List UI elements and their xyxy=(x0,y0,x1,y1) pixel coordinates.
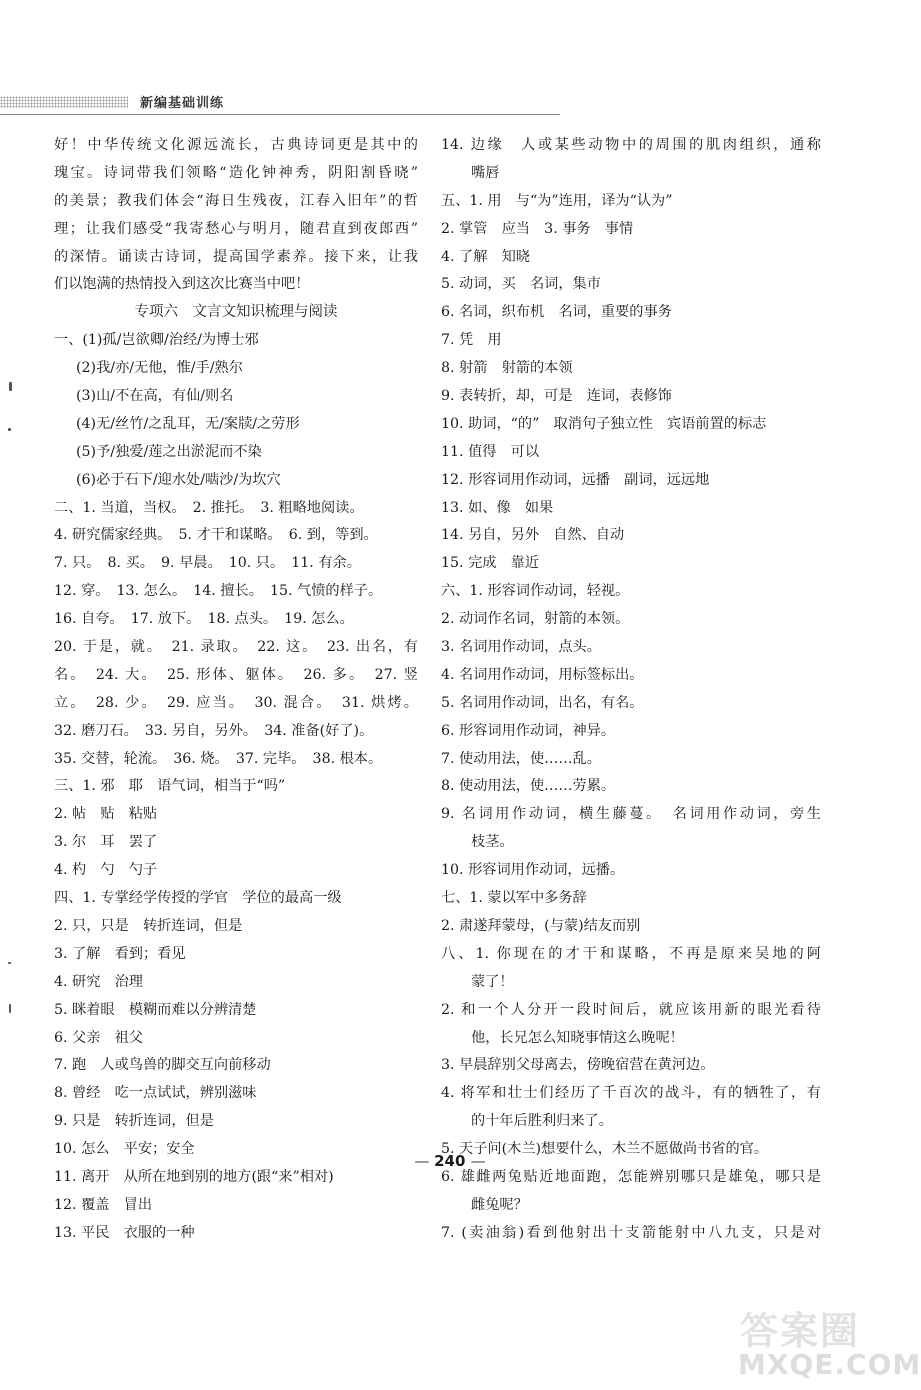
page-header xyxy=(0,86,900,122)
watermark-url: MXQE.COM xyxy=(738,1348,921,1381)
answer-line: 15. 完成 靠近 xyxy=(441,555,540,572)
answer-line: 13. 如、像 如果 xyxy=(441,499,554,516)
watermark-logo: 答案圈 xyxy=(740,1309,861,1353)
answer-line: 12. 穿。 13. 怎么。 14. 擅长。 15. 气愤的样子。 xyxy=(54,583,383,600)
answer-line: 2. 和一个人分开一段时间后，就应该用新的眼光看待 xyxy=(441,1001,821,1018)
section-title: 专项六 文言文知识梳理与阅读 xyxy=(134,304,338,321)
answer-line: 八、1. 你现在的才干和谋略，不再是原来吴地的阿 xyxy=(441,945,821,962)
answer-line: 6. 雄雌两兔贴近地面跑，怎能辨别哪只是雄兔，哪只是 xyxy=(441,1168,821,1185)
answer-line: 4. 研究儒家经典。 5. 才干和谋略。 6. 到，等到。 xyxy=(54,527,378,544)
answer-line: 2. 帖 贴 粘贴 xyxy=(54,806,158,823)
answer-line: 14. 另自，另外 自然、自动 xyxy=(441,527,625,544)
answer-line: (3)山/不在高，有仙/则名 xyxy=(76,388,234,405)
answer-line: 7. 凭 用 xyxy=(441,332,502,349)
answer-line: 雌兔呢？ xyxy=(471,1196,528,1213)
answer-line: 五、1. 用 与“为”连用，译为“认为” xyxy=(441,192,673,209)
answer-line: 8. 曾经 吃一点试试，辨别滋味 xyxy=(54,1085,257,1102)
answer-line: 名。 24. 大。 25. 形体、躯体。 26. 多。 27. 竖 xyxy=(54,666,418,683)
answer-line: 七、1. 蒙以军中多务辞 xyxy=(441,890,587,907)
answer-line: 六、1. 形容词作动词，轻视。 xyxy=(441,583,630,600)
answer-line: 6. 形容词用作动词，神异。 xyxy=(441,722,616,739)
answer-line: 16. 自夸。 17. 放下。 18. 点头。 19. 怎么。 xyxy=(54,611,354,628)
answer-line: 4. 杓 勺 勺子 xyxy=(54,862,158,879)
answer-line: 3. 名词用作动词，点头。 xyxy=(441,639,601,656)
answer-line: 一、(1)孤/岂欲卿/治经/为博士邪 xyxy=(54,332,259,349)
scan-speck xyxy=(9,1004,11,1013)
answer-line: 12. 覆盖 冒出 xyxy=(54,1196,153,1213)
answer-line: 6. 父亲 祖父 xyxy=(54,1029,143,1046)
text-line: 的深情。诵读古诗词，提高国学素养。接下来，让我 xyxy=(54,248,418,265)
text-line: 的美景；教我们体会“海日生残夜，江春入旧年”的哲 xyxy=(54,192,418,209)
answer-line: 6. 名词，织布机 名词，重要的事务 xyxy=(441,304,672,321)
answer-line: 2. 肃遂拜蒙母，(与蒙)结友而别 xyxy=(441,917,641,934)
answer-line: 9. 表转折，却，可是 连词，表修饰 xyxy=(441,388,672,405)
answer-line: (2)我/亦/无他，惟/手/熟尔 xyxy=(76,360,243,377)
answer-line: 9. 只是 转折连词，但是 xyxy=(54,1113,214,1130)
page-number-value: 240 xyxy=(434,1152,466,1170)
answer-line: 三、1. 邪 耶 语气词，相当于“吗” xyxy=(54,778,286,795)
page-number-dash: — xyxy=(470,1152,486,1170)
text-line: 瑰宝。诗词带我们领略“造化钟神秀，阴阳割昏晓” xyxy=(54,164,418,181)
answer-line: 5. 名词用作动词，出名，有名。 xyxy=(441,694,644,711)
answer-line: 3. 了解 看到；看见 xyxy=(54,945,186,962)
answer-line: 10. 形容词用作动词，远播。 xyxy=(441,862,625,879)
answer-line: 20. 于是，就。 21. 录取。 22. 这。 23. 出名，有 xyxy=(54,639,418,656)
header-title: 新编基础训练 xyxy=(140,96,225,111)
scan-speck xyxy=(8,428,11,431)
watermark xyxy=(730,1300,921,1385)
answer-line: 11. 值得 可以 xyxy=(441,443,540,460)
answer-line: 9. 名词用作动词，横生藤蔓。 名词用作动词，旁生 xyxy=(441,806,821,823)
header-rule xyxy=(0,114,560,115)
answer-line: 7. 使动用法，使……乱。 xyxy=(441,750,601,767)
answer-line: 4. 将军和壮士们经历了千百次的战斗，有的牺牲了，有 xyxy=(441,1085,821,1102)
answer-line: 7. (卖油翁)看到他射出十支箭能射中八九支，只是对 xyxy=(441,1224,821,1241)
answer-line: 2. 掌管 应当 3. 事务 事情 xyxy=(441,220,634,237)
answer-line: 7. 只。 8. 买。 9. 早晨。 10. 只。 11. 有余。 xyxy=(54,555,361,572)
answer-line: 10. 助词，“的” 取消句子独立性 宾语前置的标志 xyxy=(441,415,767,432)
answer-line: 立。 28. 少。 29. 应当。 30. 混合。 31. 烘烤。 xyxy=(54,694,418,711)
answer-line: (6)必于石下/迎水处/啮沙/为坎穴 xyxy=(76,471,281,488)
answer-line: 35. 交替，轮流。 36. 烧。 37. 完毕。 38. 根本。 xyxy=(54,750,383,767)
answer-line: 8. 射箭 射箭的本领 xyxy=(441,360,573,377)
answer-line: 2. 动词作名词，射箭的本领。 xyxy=(441,611,630,628)
page-number-dash: — xyxy=(414,1152,435,1170)
answer-line: 4. 名词用作动词，用标签标出。 xyxy=(441,666,644,683)
answer-line: 5. 眯着眼 模糊而难以分辨清楚 xyxy=(54,1001,257,1018)
answer-line: 他，长兄怎么知晓事情这么晚呢！ xyxy=(471,1029,684,1046)
left-column xyxy=(54,132,418,1248)
answer-line: 枝茎。 xyxy=(471,834,514,851)
answer-line: 的十年后胜利归来了。 xyxy=(471,1113,613,1130)
text-line: 好！中华传统文化源远流长，古典诗词更是其中的 xyxy=(54,137,418,153)
answer-line: 嘴唇 xyxy=(471,164,500,181)
answer-line: 5. 动词，买 名词，集市 xyxy=(441,276,601,293)
answer-line: 10. 怎么 平安；安全 xyxy=(54,1141,195,1158)
header-dot-pattern xyxy=(0,96,128,108)
answer-line: (5)予/独爱/莲之出淤泥而不染 xyxy=(76,443,262,460)
text-line: 们以饱满的热情投入到这次比赛当中吧！ xyxy=(54,276,310,293)
answer-line: 12. 形容词用作动词，远播 副词，远远地 xyxy=(441,471,710,488)
answer-line: 二、1. 当道，当权。 2. 推托。 3. 粗略地阅读。 xyxy=(54,499,364,516)
page-number xyxy=(0,1152,900,1170)
answer-line: 3. 早晨辞别父母离去，傍晚宿营在黄河边。 xyxy=(441,1057,715,1074)
answer-line: 四、1. 专掌经学传授的学官 学位的最高一级 xyxy=(54,890,342,907)
answer-line: (4)无/丝竹/之乱耳，无/案牍/之劳形 xyxy=(76,415,300,432)
answer-line: 4. 研究 治理 xyxy=(54,973,143,990)
scan-speck xyxy=(9,382,12,391)
answer-line: 8. 使动用法，使……劳累。 xyxy=(441,778,616,795)
answer-line: 3. 尔 耳 罢了 xyxy=(54,834,158,851)
answer-line: 32. 磨刀石。 33. 另自，另外。 34. 准备(好了)。 xyxy=(54,722,374,739)
answer-line: 7. 跑 人或鸟兽的脚交互向前移动 xyxy=(54,1057,271,1074)
scan-speck xyxy=(8,962,11,964)
answer-line: 5. 天子问(木兰)想要什么，木兰不愿做尚书省的官。 xyxy=(441,1141,769,1158)
answer-line: 蒙了！ xyxy=(471,973,514,990)
right-column xyxy=(441,132,821,1248)
answer-line: 14. 边缘 人或某些动物中的周围的肌肉组织，通称 xyxy=(441,137,821,153)
text-line: 理；让我们感受“我寄愁心与明月，随君直到夜郎西” xyxy=(54,220,418,237)
answer-line: 13. 平民 衣服的一种 xyxy=(54,1224,195,1241)
answer-line: 2. 只，只是 转折连词，但是 xyxy=(54,917,243,934)
answer-line: 4. 了解 知晓 xyxy=(441,248,530,265)
answer-line: 11. 离开 从所在地到别的地方(跟“来”相对) xyxy=(54,1168,334,1185)
